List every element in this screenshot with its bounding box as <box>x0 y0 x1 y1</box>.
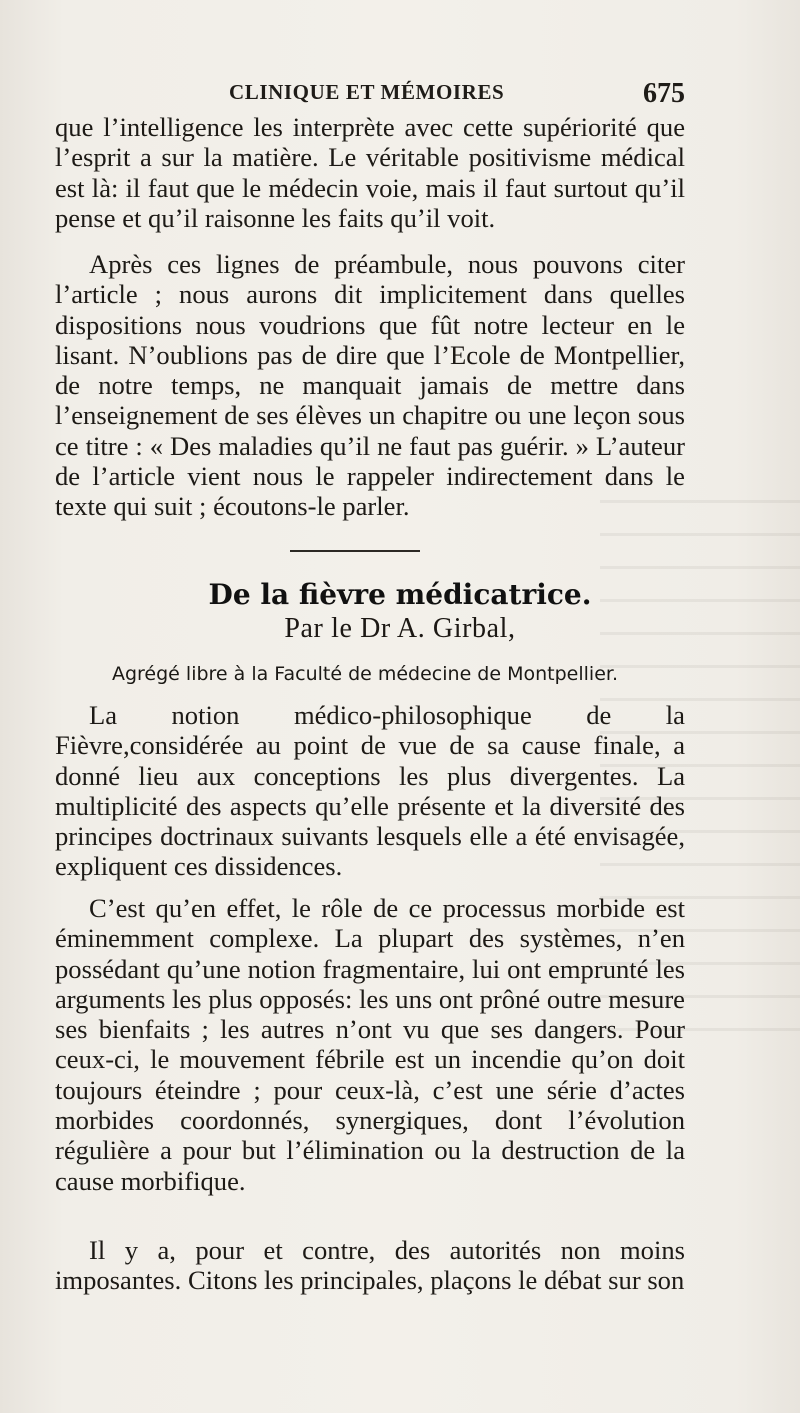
paragraph-3: La notion médico-philosophique de la Fièvre,considérée au point de vue de sa cause finale, a donné lieu aux conceptions les plus divergentes. La multiplicité des aspects qu’elle présente et la diversité des principes doctrinaux suivants lesquels elle a été envisagée, expliquent ces dissidences. <box>55 700 685 882</box>
page-number: 675 <box>643 78 685 109</box>
running-title: CLINIQUE ET MÉMOIRES <box>229 80 505 104</box>
paragraph-2: Après ces lignes de préambule, nous pouvons citer l’article ; nous aurons dit implicitement dans quelles dispositions nous voudrions que fût notre lecteur en le lisant. N’oublions pas de dire que l’Ecole de Montpellier, de notre temps, ne manquait jamais de mettre dans l’enseignement de ses élèves un chapitre ou une leçon sous ce titre : « Des maladies qu’il ne faut pas guérir. » L’auteur de l’article vient nous le rappeler indirectement dans le texte qui suit ; écoutons-le parler. <box>55 249 685 522</box>
article-author: Par le Dr A. Girbal, <box>284 613 516 644</box>
section-divider <box>290 550 420 552</box>
article-title: De la fièvre médicatrice. <box>208 578 592 611</box>
paragraph-4: C’est qu’en effet, le rôle de ce processus morbide est éminemment complexe. La plupart des systèmes, n’en possédant qu’une notion fragmentaire, lui ont emprunté les arguments les plus opposés: les uns ont prôné outre mesure ses bienfaits ; les autres n’ont vu que ses dangers. Pour ceux-ci, le mouvement fébrile est un incendie qu’on doit toujours éteindre ; pour ceux-là, c’est une série d’actes morbides coordonnés, synergiques, dont l’évolution régulière a pour but l’élimination ou la destruction de la cause morbifique. <box>55 893 685 1196</box>
author-affiliation: Agrégé libre à la Faculté de médecine de Montpellier. <box>111 663 618 685</box>
paragraph-1: que l’intelligence les interprète avec cette supériorité que l’esprit a sur la matière. Le véritable positivisme médical est là: il faut que le médecin voie, mais il faut surtout qu’il pense et qu’il raisonne les faits qu’il voit. <box>55 112 685 233</box>
running-header <box>55 80 685 110</box>
paragraph-5: Il y a, pour et contre, des autorités non moins imposantes. Citons les principales, plaçons le débat sur son <box>55 1235 685 1296</box>
